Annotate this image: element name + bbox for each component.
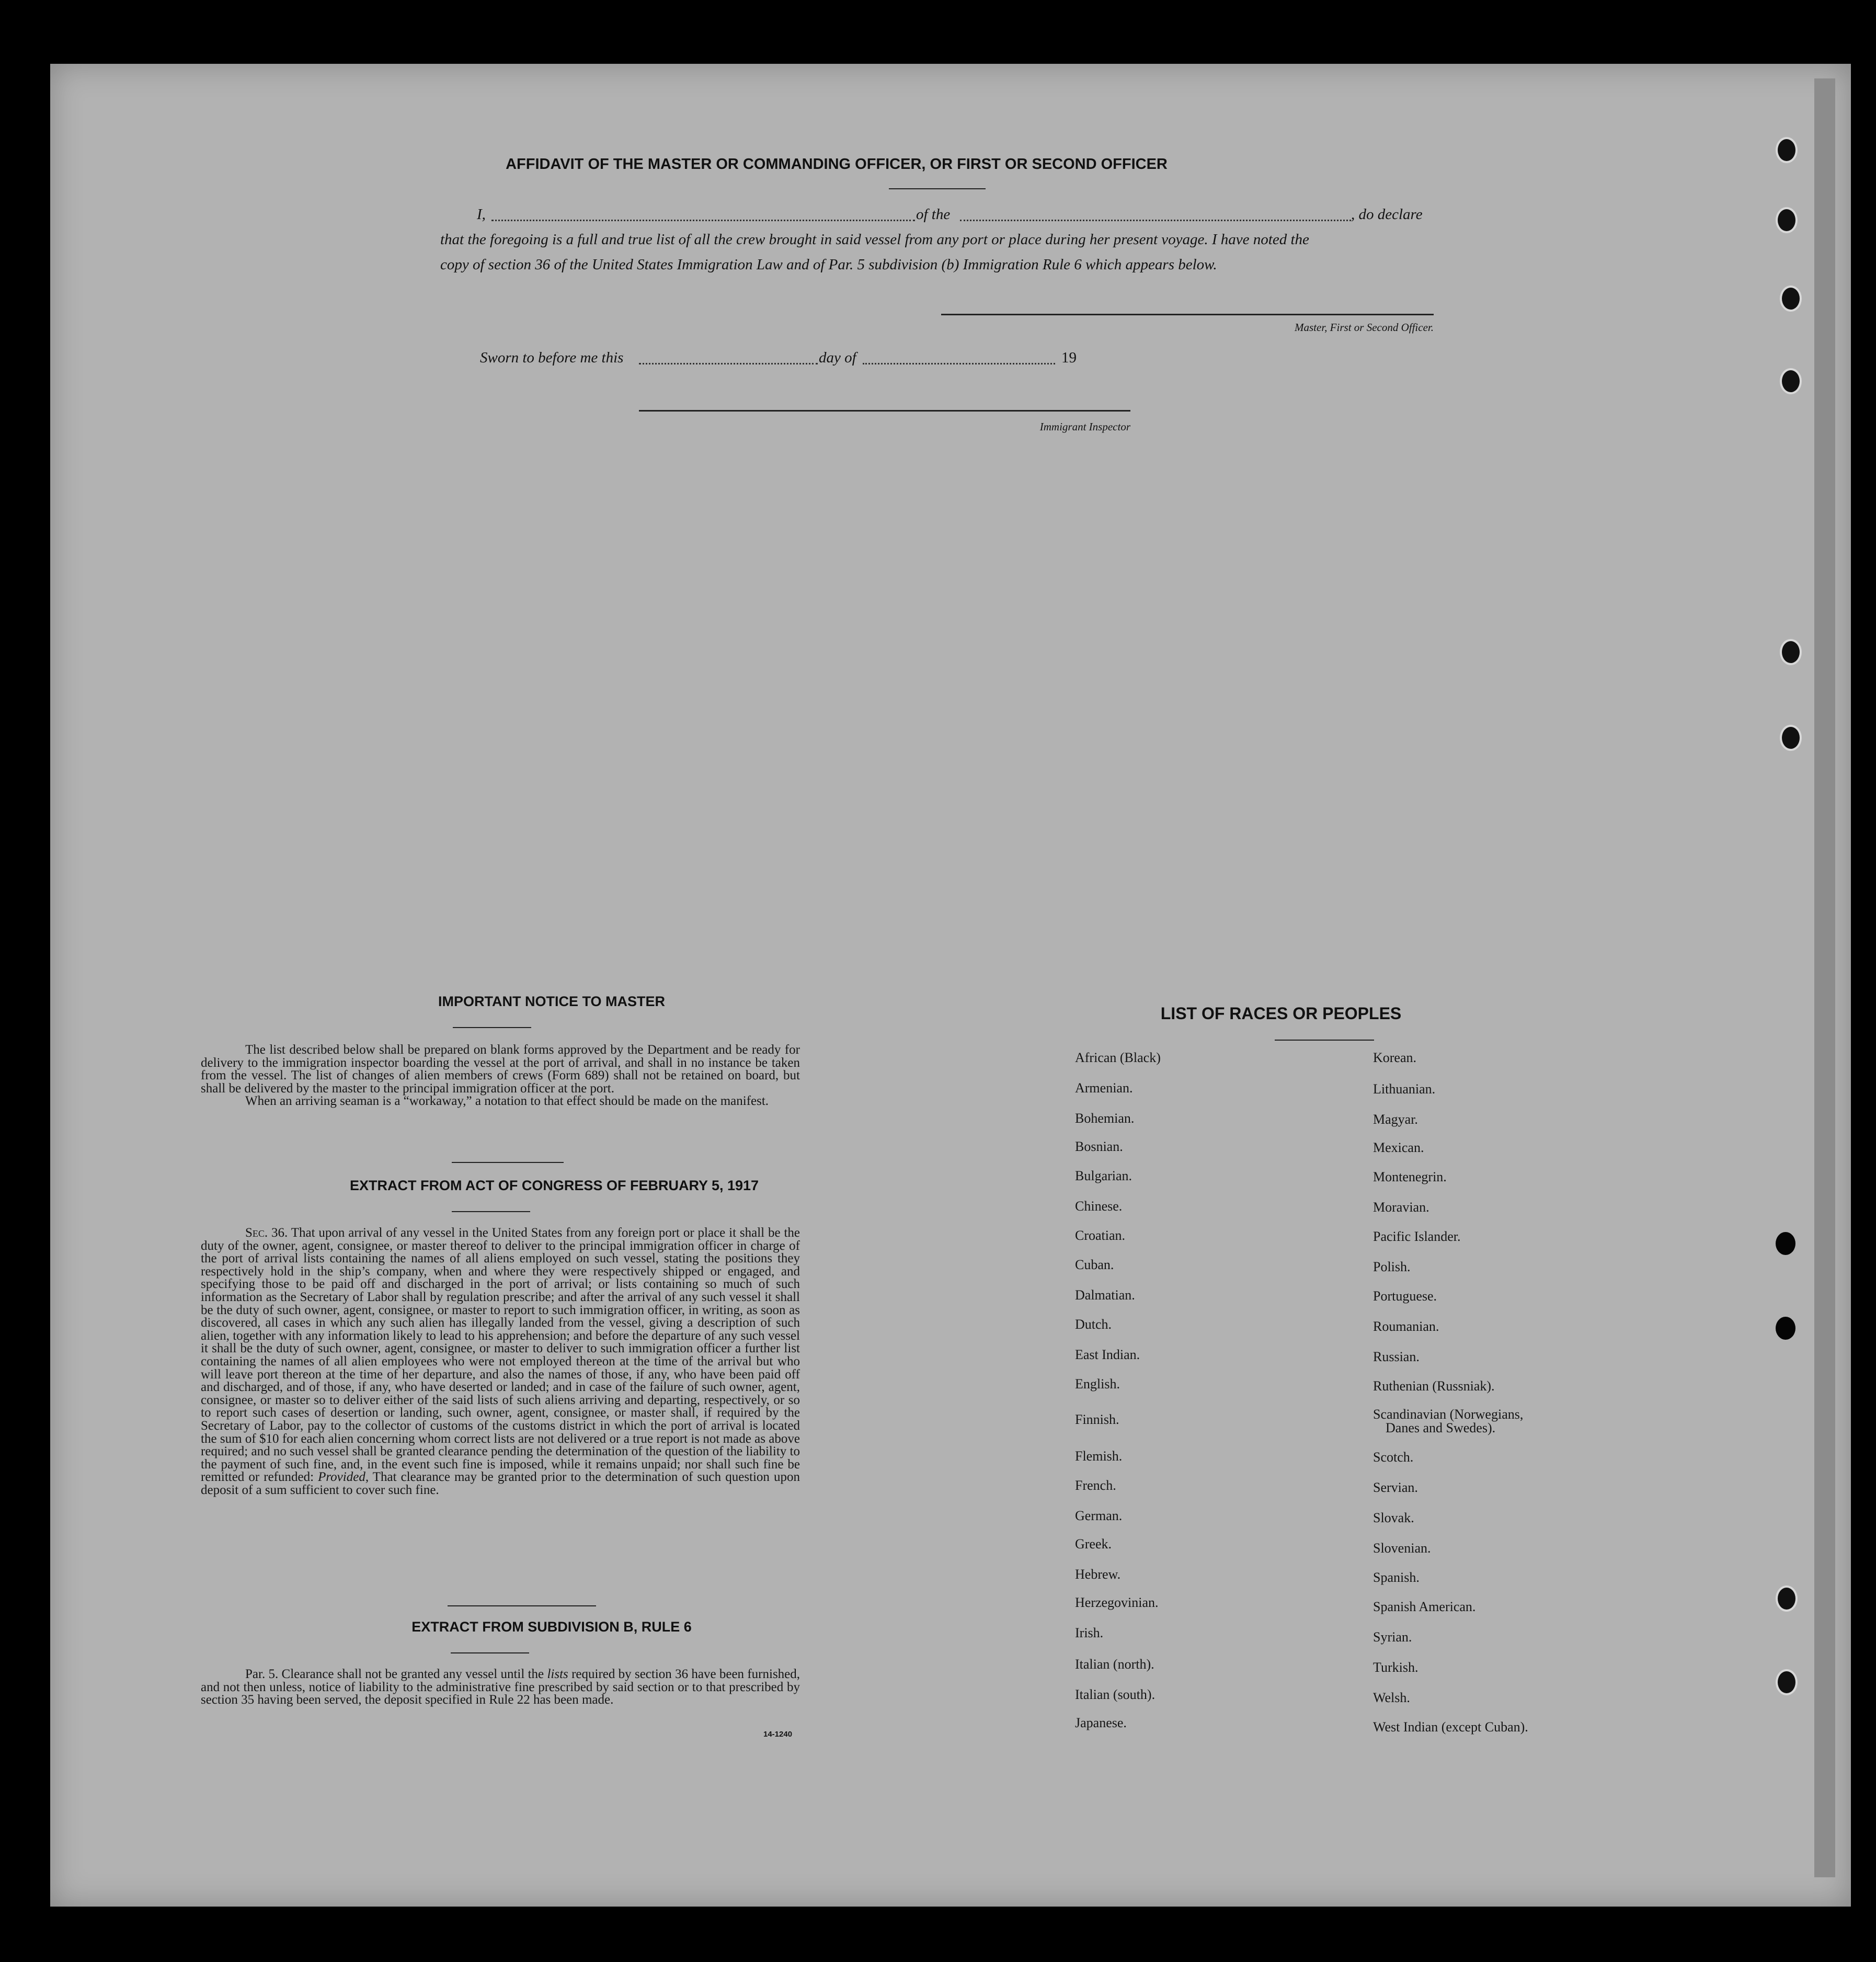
rule-extract-body xyxy=(201,1668,800,1707)
race-item: Italian (south). xyxy=(1075,1687,1156,1702)
section-divider xyxy=(448,1605,596,1606)
race-item: Pacific Islander. xyxy=(1373,1229,1461,1244)
rule-text-start: Par. 5. Clearance shall not be granted any vessel until the xyxy=(245,1667,544,1681)
master-signature-line[interactable] xyxy=(941,314,1434,315)
notice-paragraph-1: The list described below shall be prepared on blank forms approved by the Department and be ready for delivery to the immigration inspector boarding the vessel at the port of arrival, and shall in no instance be taken from the vessel. The list of changes of alien members of crews (Form 689) shall not be retained on board, but shall be delivered by the master to the principal immigration officer at the port. xyxy=(201,1043,800,1096)
master-signature-label: Master, First or Second Officer. xyxy=(1295,321,1434,334)
race-item: Irish. xyxy=(1075,1625,1104,1640)
race-item: Portuguese. xyxy=(1373,1288,1437,1304)
race-item: Spanish. xyxy=(1373,1570,1420,1585)
races-underline xyxy=(1275,1040,1374,1041)
race-item: Syrian. xyxy=(1373,1629,1412,1645)
race-item: Armenian. xyxy=(1075,1080,1133,1096)
page-edge-shadow xyxy=(1814,78,1835,1877)
day-field-line[interactable] xyxy=(639,363,818,364)
race-item: Scotch. xyxy=(1373,1450,1414,1465)
binder-hole xyxy=(1776,1232,1795,1255)
inspector-label: Immigrant Inspector xyxy=(1039,420,1130,433)
provided-label: Provided, xyxy=(318,1470,369,1485)
race-item: Ruthenian (Russniak). xyxy=(1373,1378,1495,1394)
sworn-label: Sworn to before me this xyxy=(480,349,624,366)
race-item: Cuban. xyxy=(1075,1257,1114,1272)
races-title: LIST OF RACES OR PEOPLES xyxy=(1160,1004,1402,1023)
act-extract-title: EXTRACT FROM ACT OF CONGRESS OF FEBRUARY 5, 1917 xyxy=(349,1178,759,1193)
race-item: Croatian. xyxy=(1075,1228,1126,1243)
race-item: Hebrew. xyxy=(1075,1567,1121,1582)
race-item: Finnish. xyxy=(1075,1412,1119,1427)
race-item: Korean. xyxy=(1373,1050,1417,1065)
race-item: Herzegovinian. xyxy=(1075,1595,1159,1610)
race-item: Lithuanian. xyxy=(1373,1081,1436,1097)
section-36-text: That upon arrival of any vessel in the United States from any foreign port or place it shall be the duty of the owner, agent, consignee, or master thereof to deliver to the principal immigration officer in charge of the port of arrival lists containing the names of all aliens employed on such vessel, stating the positions they respectively hold in the ship’s company, when and where they were respectively shipped or engaged, and specifying those to be paid off and discharged in the port of arrival; or lists containing so much of such information as the Secretary of Labor shall by regulation prescribe; and after the arrival of any such vessel it shall be the duty of such owner, agent, consignee, or master to report to such immigration officer, in writing, as soon as discovered, all cases in which any such alien has illegally landed from the vessel, giving a description of such alien, together with any information likely to lead to his apprehension; and before the departure of any such vessel it shall be the duty of such owner, agent, consignee, or master to deliver to such immigration officer a further list containing the names of all alien employees who were not employed thereon at the time of the arrival but who will leave port thereon at the time of her departure, and also the names of those, if any, who have been paid off and discharged, and of those, if any, who have deserted or landed; and in case of the failure of such owner, agent, consignee, or master so to deliver either of the said lists of such aliens arriving and departing, respectively, or so to report such cases of desertion or landing, such owner, agent, consignee, or master shall, if required by the Secretary of Labor, pay to the collector of customs of the customs district in which the port of arrival is located the sum of $10 for each alien concerning whom correct lists are not delivered or a true report is not made as above required; and no such vessel shall be granted clearance pending the determination of the question of the liability to the payment of such fine, and, in the event such fine is imposed, while it remains unpaid; nor shall such fine be remitted or refunded: xyxy=(201,1226,800,1485)
race-item: East Indian. xyxy=(1075,1347,1140,1362)
binder-hole xyxy=(1780,725,1802,751)
binder-hole xyxy=(1776,1317,1795,1340)
declare-label: , do declare xyxy=(1351,206,1423,223)
race-item: Slovenian. xyxy=(1373,1541,1431,1556)
race-item: Moravian. xyxy=(1373,1200,1429,1215)
rule-text-end: required by section 36 have been furnished, and not then unless, notice of liability to the administrative fine prescribed by said section or to that prescribed by section 35 having been served, the deposit specified in Rule 22 has been made. xyxy=(201,1667,800,1707)
race-item: Chinese. xyxy=(1075,1199,1123,1214)
race-item: Russian. xyxy=(1373,1349,1420,1364)
race-item: Bosnian. xyxy=(1075,1139,1123,1154)
act-extract-body xyxy=(201,1227,800,1497)
race-item: West Indian (except Cuban). xyxy=(1373,1719,1528,1735)
affidavit-title: AFFIDAVIT OF THE MASTER OR COMMANDING OFFICER, OR FIRST OR SECOND OFFICER xyxy=(506,156,1168,173)
section-divider xyxy=(452,1162,564,1163)
lists-word: lists xyxy=(547,1667,568,1681)
race-item: English. xyxy=(1075,1376,1120,1391)
race-item: Bulgarian. xyxy=(1075,1168,1133,1183)
inspector-signature-line[interactable] xyxy=(639,410,1130,412)
race-item: French. xyxy=(1075,1478,1116,1493)
race-item: Slovak. xyxy=(1373,1510,1414,1525)
race-item: Italian (north). xyxy=(1075,1657,1154,1672)
act-underline xyxy=(452,1211,530,1212)
binder-hole xyxy=(1780,286,1802,312)
race-item: Spanish American. xyxy=(1373,1599,1476,1614)
race-item: Scandinavian (Norwegians, xyxy=(1373,1407,1524,1422)
year-prefix: 19 xyxy=(1061,349,1077,366)
notice-title: IMPORTANT NOTICE TO MASTER xyxy=(438,994,665,1009)
binder-hole xyxy=(1780,639,1802,665)
race-item: Flemish. xyxy=(1075,1448,1123,1464)
race-item: Danes and Swedes). xyxy=(1386,1420,1496,1435)
form-number: 14-1240 xyxy=(763,1730,793,1739)
binder-hole xyxy=(1776,137,1798,163)
race-item: Dalmatian. xyxy=(1075,1287,1135,1303)
notice-underline xyxy=(453,1027,531,1028)
binder-hole xyxy=(1776,1669,1798,1695)
i-label: I, xyxy=(477,206,486,223)
race-item: Japanese. xyxy=(1075,1715,1127,1730)
race-item: African (Black) xyxy=(1075,1050,1161,1065)
title-underline xyxy=(889,188,986,189)
of-the-label: of the xyxy=(916,206,951,223)
race-item: Servian. xyxy=(1373,1480,1418,1495)
affidavit-line-1: that the foregoing is a full and true list of all the crew brought in said vessel from any port or place during her present voyage. I have noted the xyxy=(440,231,1309,248)
vessel-field-line[interactable] xyxy=(960,220,1351,221)
race-item: Polish. xyxy=(1373,1259,1411,1274)
affidavit-line-2: copy of section 36 of the United States Immigration Law and of Par. 5 subdivision (b) Immigration Rule 6 which appears below. xyxy=(440,256,1217,273)
race-item: Magyar. xyxy=(1373,1112,1418,1127)
race-item: Roumanian. xyxy=(1373,1319,1439,1334)
binder-hole xyxy=(1776,1585,1798,1612)
notice-paragraph-2: When an arriving seaman is a “workaway,” a notation to that effect should be made on the manifest. xyxy=(245,1094,769,1109)
section-36-text-end: That clearance may be granted prior to the determination of such question upon deposit of a sum sufficient to cover such fine. xyxy=(201,1470,800,1497)
rule-extract-title: EXTRACT FROM SUBDIVISION B, RULE 6 xyxy=(411,1619,692,1635)
race-item: Mexican. xyxy=(1373,1140,1424,1155)
race-item: Welsh. xyxy=(1373,1690,1410,1705)
race-item: Bohemian. xyxy=(1075,1111,1135,1126)
race-item: German. xyxy=(1075,1508,1123,1523)
month-field-line[interactable] xyxy=(863,363,1055,364)
race-item: Turkish. xyxy=(1373,1660,1419,1675)
binder-hole xyxy=(1776,207,1798,233)
binder-hole xyxy=(1780,368,1802,394)
race-item: Greek. xyxy=(1075,1536,1112,1552)
race-item: Dutch. xyxy=(1075,1317,1112,1332)
notice-body xyxy=(201,1044,800,1108)
name-field-line[interactable] xyxy=(491,220,915,221)
day-of-label: day of xyxy=(819,349,856,366)
rule-underline xyxy=(451,1652,529,1653)
section-36-label: Sec. 36. xyxy=(245,1226,288,1240)
race-item: Montenegrin. xyxy=(1373,1169,1447,1184)
